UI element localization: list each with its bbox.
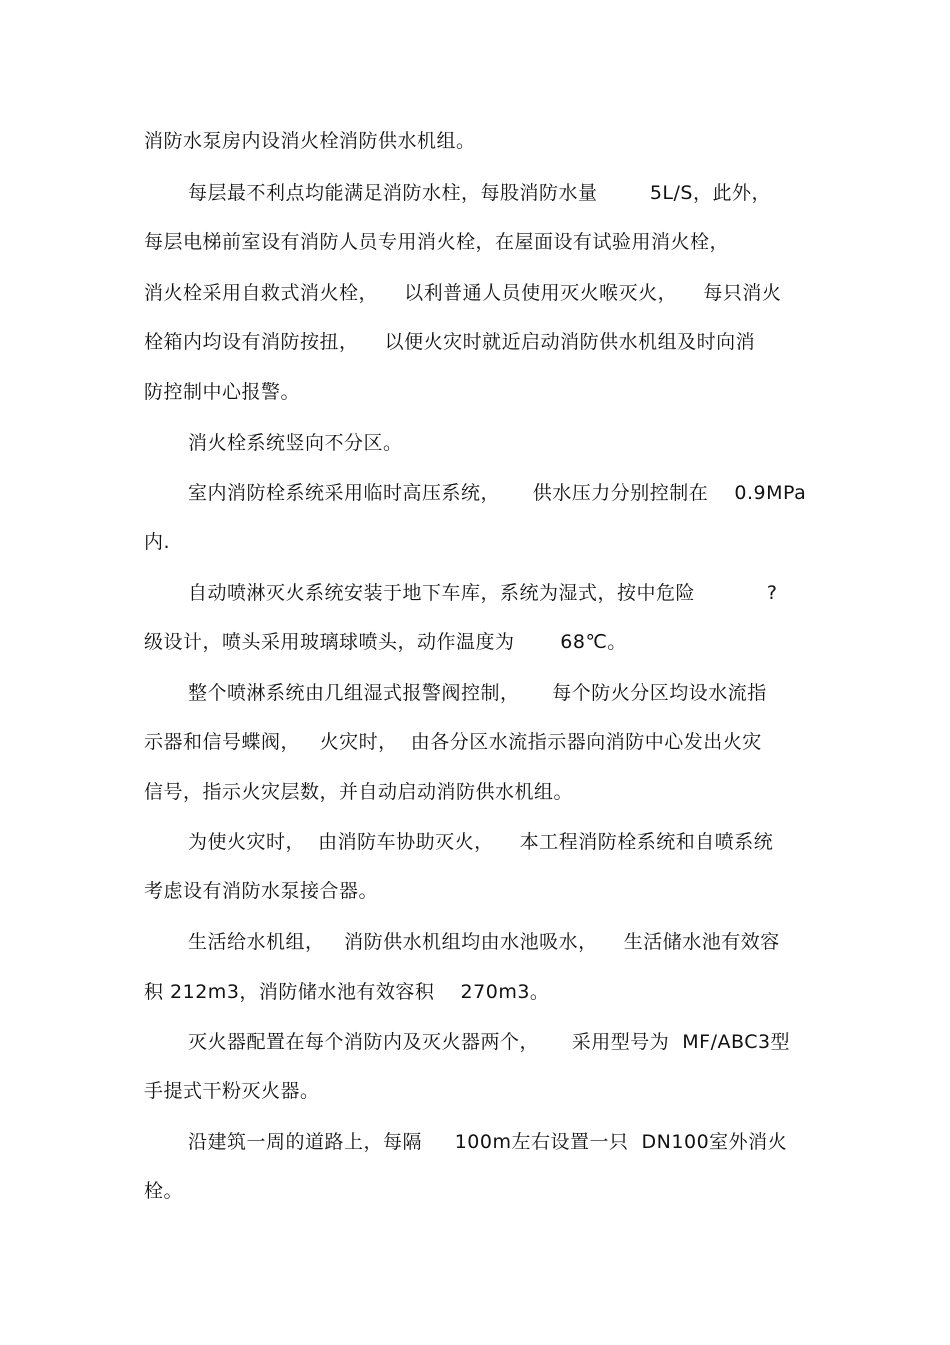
text-line-6: 防控制中心报警。 bbox=[144, 381, 301, 403]
text-line-8: 室内消防栓系统采用临时高压系统， 供水压力分别控制在 0.9MPa bbox=[188, 482, 807, 504]
text-line-15: 为使火灾时， 由消防车协助灭火， 本工程消防栓系统和自喷系统 bbox=[188, 831, 774, 853]
text-line-3: 每层电梯前室设有消防人员专用消火栓，在屋面设有试验用消火栓， bbox=[144, 231, 730, 253]
text-line-20: 手提式干粉灭火器。 bbox=[144, 1080, 320, 1102]
text-line-21: 沿建筑一周的道路上，每隔 100m左右设置一只 DN100室外消火 bbox=[188, 1131, 788, 1153]
text-line-2: 每层最不利点均能满足消防水柱，每股消防水量 5L/S，此外， bbox=[188, 182, 771, 204]
text-line-16: 考虑设有消防水泵接合器。 bbox=[144, 880, 379, 902]
text-line-7: 消火栓系统竖向不分区。 bbox=[188, 432, 403, 454]
text-line-22: 栓。 bbox=[144, 1180, 184, 1202]
text-line-12: 整个喷淋系统由几组湿式报警阀控制， 每个防火分区均设水流指 bbox=[188, 682, 767, 704]
text-line-18: 积 212m3，消防储水池有效容积 270m3。 bbox=[144, 981, 550, 1003]
text-line-19: 灭火器配置在每个消防内及灭火器两个， 采用型号为 MF/ABC3型 bbox=[188, 1031, 791, 1053]
text-line-11: 级设计，喷头采用玻璃球喷头，动作温度为 68℃。 bbox=[144, 631, 627, 653]
text-line-13: 示器和信号蝶阀， 火灾时， 由各分区水流指示器向消防中心发出火灾 bbox=[144, 731, 762, 753]
text-line-17: 生活给水机组， 消防供水机组均由水池吸水， 生活储水池有效容 bbox=[188, 931, 780, 953]
text-line-1: 消防水泵房内设消火栓消防供水机组。 bbox=[144, 130, 476, 152]
text-line-5: 栓箱内均设有消防按扭， 以便火灾时就近启动消防供水机组及时向消 bbox=[144, 331, 756, 353]
text-line-14: 信号，指示火灾层数，并自动启动消防供水机组。 bbox=[144, 781, 574, 803]
text-line-9: 内. bbox=[144, 531, 171, 553]
text-line-4: 消火栓采用自救式消火栓， 以利普通人员使用灭火喉灭火， 每只消火 bbox=[144, 282, 782, 304]
text-line-10: 自动喷淋灭火系统安装于地下车库，系统为湿式，按中危险 ? bbox=[188, 582, 778, 604]
